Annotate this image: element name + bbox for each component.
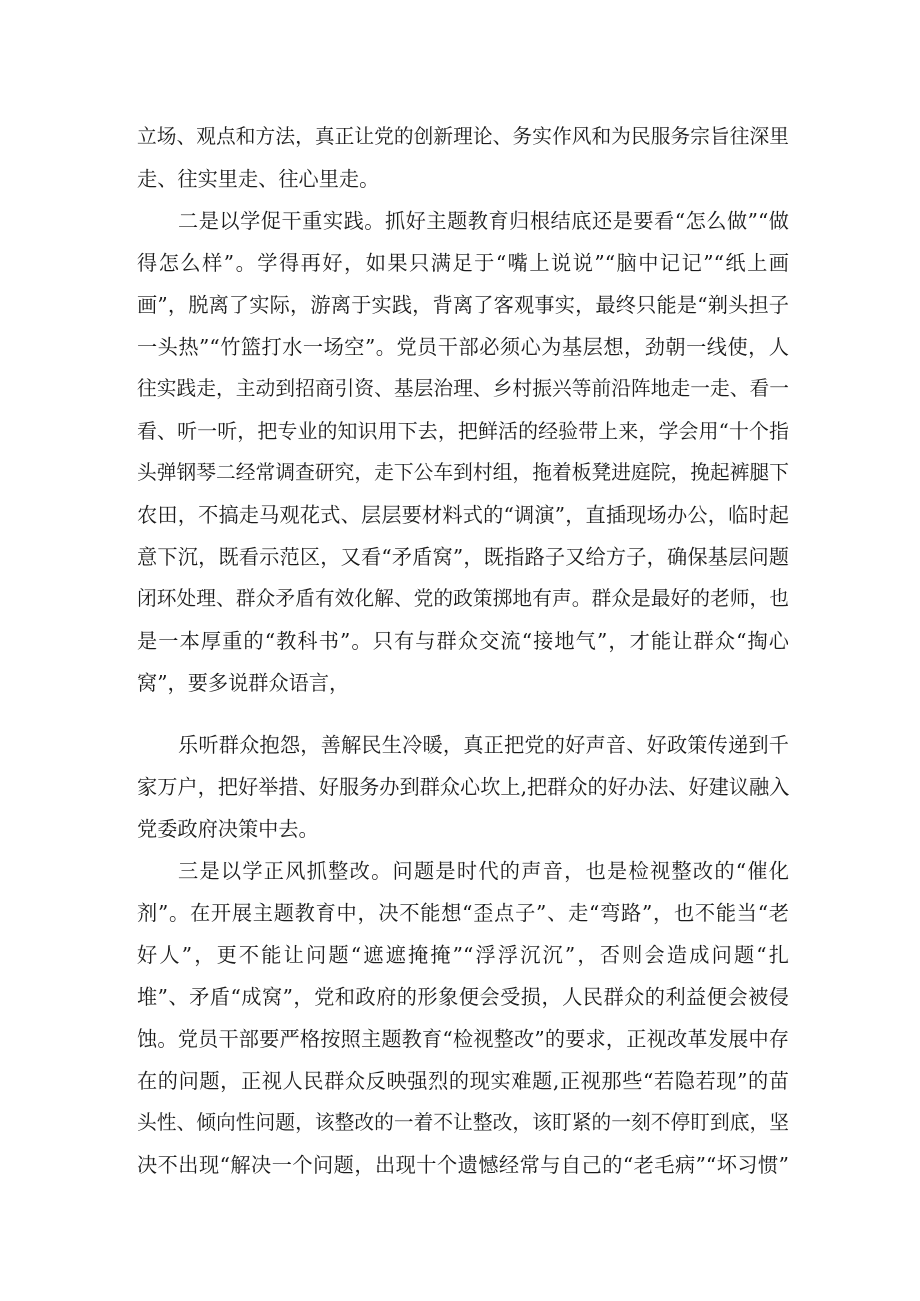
text-line: 闭环处理、群众矛盾有效化解、党的政策掷地有声。群众是最好的老师，也 <box>137 587 789 610</box>
text-line: 窝”，要多说群众语言， <box>137 671 350 695</box>
text-line: 决不出现“解决一个问题，出现十个遗憾经常与自己的“老毛病”“坏习惯” <box>137 1153 789 1177</box>
text-line: 得怎么样”。学得再好，如果只满足于“嘴上说说”“脑中记记”“纸上画 <box>137 251 789 275</box>
text-line: 堆”、矛盾“成窝”，党和政府的形象便会受损，人民群众的利益便会被侵 <box>137 985 789 1009</box>
text-line: 蚀。党员干部要严格按照主题教育“检视整改”的要求，正视改革发展中存 <box>137 1027 789 1051</box>
text-line: 画”，脱离了实际，游离于实践，背离了客观事实，最终只能是“剃头担子 <box>137 293 789 317</box>
text-line: 好人”，更不能让问题“遮遮掩掩”“浮浮沉沉”，否则会造成问题“扎 <box>137 943 789 967</box>
text-line: 一头热”“竹篮打水一场空”。党员干部必须心为基层想，劲朝一线使，人 <box>137 335 789 359</box>
text-line: 往实践走，主动到招商引资、基层治理、乡村振兴等前沿阵地走一走、看一 <box>137 377 789 400</box>
text-line: 在的问题，正视人民群众反映强烈的现实难题,正视那些“若隐若现”的苗 <box>137 1069 789 1093</box>
text-line: 头性、倾向性问题，该整改的一着不让整改，该盯紧的一刻不停盯到底，坚 <box>137 1111 789 1134</box>
text-line: 是一本厚重的“教科书”。只有与群众交流“接地气”，才能让群众“掏心 <box>137 629 789 653</box>
text-line: 三是以学正风抓整改。问题是时代的声音，也是检视整改的“催化 <box>178 859 789 883</box>
text-line: 意下沉，既看示范区，又看“矛盾窝”，既指路子又给方子，确保基层问题 <box>137 545 789 569</box>
text-line: 剂”。在开展主题教育中，决不能想“歪点子”、走“弯路”，也不能当“老 <box>137 901 789 925</box>
text-line: 看、听一听，把专业的知识用下去，把鲜活的经验带上来，学会用“十个指 <box>137 419 789 443</box>
text-line: 乐听群众抱怨，善解民生冷暖，真正把党的好声音、好政策传递到千 <box>178 733 789 757</box>
text-line: 农田，不搞走马观花式、层层要材料式的“调演”，直插现场办公，临时起 <box>137 503 789 527</box>
text-line: 党委政府决策中去。 <box>137 817 319 841</box>
text-line: 立场、观点和方法，真正让党的创新理论、务实作风和为民服务宗旨往深里 <box>137 125 789 148</box>
text-line: 头弹钢琴二经常调查研究，走下公车到村组，拖着板凳进庭院，挽起裤腿下 <box>137 461 789 484</box>
text-line: 走、往实里走、往心里走。 <box>137 167 380 191</box>
text-line: 家万户，把好举措、好服务办到群众心坎上,把群众的好办法、好建议融入 <box>137 775 790 799</box>
text-line: 二是以学促干重实践。抓好主题教育归根结底还是要看“怎么做”“做 <box>178 209 789 233</box>
